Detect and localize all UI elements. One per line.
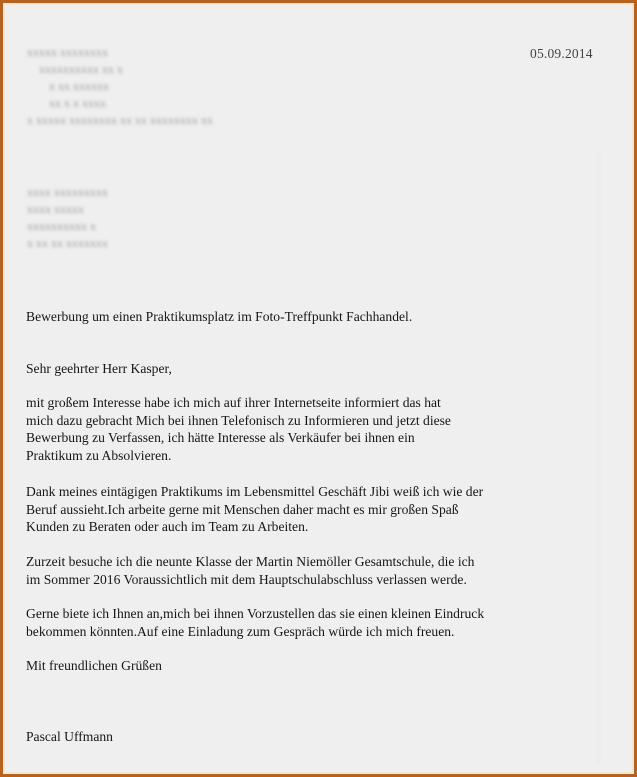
body-paragraph-3	[26, 553, 474, 588]
sender-line: xxxxx xxxxxxxx	[27, 45, 108, 59]
body-paragraph-2	[26, 483, 483, 536]
recipient-line: xxxxxxxxxx x	[27, 219, 96, 233]
sender-line: xxxxxxxxxx xx x	[39, 62, 123, 76]
sender-line: x xxxxx xxxxxxxx xx xx xxxxxxxx xx	[27, 113, 213, 127]
paragraph-line: Praktikum zu Absolvieren.	[26, 447, 172, 463]
paragraph-line: mit großem Interesse habe ich mich auf ihrer Internetseite informiert das hat	[26, 395, 441, 410]
letter-closing: Mit freundlichen Grüßen	[26, 658, 162, 673]
paragraph-line: im Sommer 2016 Voraussichtlich mit dem Hauptschulabschluss verlassen werde.	[26, 571, 467, 587]
paragraph-line: Kunden zu Beraten oder auch im Team zu Arbeiten.	[26, 519, 309, 534]
paragraph-line: Zurzeit besuche ich die neunte Klasse der Martin Niemöller Gesamtschule, die ich	[26, 554, 475, 569]
letter-signature: Pascal Uffmann	[26, 729, 113, 744]
recipient-address-blurred	[27, 184, 108, 252]
recipient-line: xxxx xxxxx	[27, 202, 84, 216]
body-paragraph-4	[26, 605, 484, 640]
paragraph-line: Gerne biete ich Ihnen an,mich bei ihnen Vorzustellen das sie einen kleinen Eindruck	[26, 606, 485, 621]
sender-line: x xx xxxxxx	[49, 79, 109, 93]
letter-date: 05.09.2014	[530, 46, 593, 61]
paragraph-line: Beruf aussieht.Ich arbeite gerne mit Menschen daher macht es mir großen Spaß	[26, 501, 459, 517]
letter-salutation: Sehr geehrter Herr Kasper,	[26, 361, 172, 376]
letter-subject: Bewerbung um einen Praktikumsplatz im Foto-Treffpunkt Fachhandel.	[26, 309, 413, 324]
paragraph-line: bekommen könnten.Auf eine Einladung zum Gespräch würde ich mich freuen.	[26, 623, 455, 639]
paragraph-line: Dank meines eintägigen Praktikums im Lebensmittel Geschäft Jibi weiß ich wie der	[26, 484, 484, 499]
body-paragraph-1	[26, 394, 451, 464]
sender-line: xx x x xxxx	[49, 96, 106, 110]
paragraph-line: Bewerbung zu Verfassen, ich hätte Interesse als Verkäufer bei ihnen ein	[26, 430, 415, 445]
faint-column-divider	[596, 153, 601, 763]
sender-address-blurred	[27, 44, 213, 129]
recipient-line: x xx xx xxxxxxx	[27, 236, 108, 250]
paragraph-line: mich dazu gebracht Mich bei ihnen Telefonisch zu Informieren und jetzt diese	[26, 412, 451, 428]
recipient-line: xxxx xxxxxxxxx	[27, 185, 108, 199]
